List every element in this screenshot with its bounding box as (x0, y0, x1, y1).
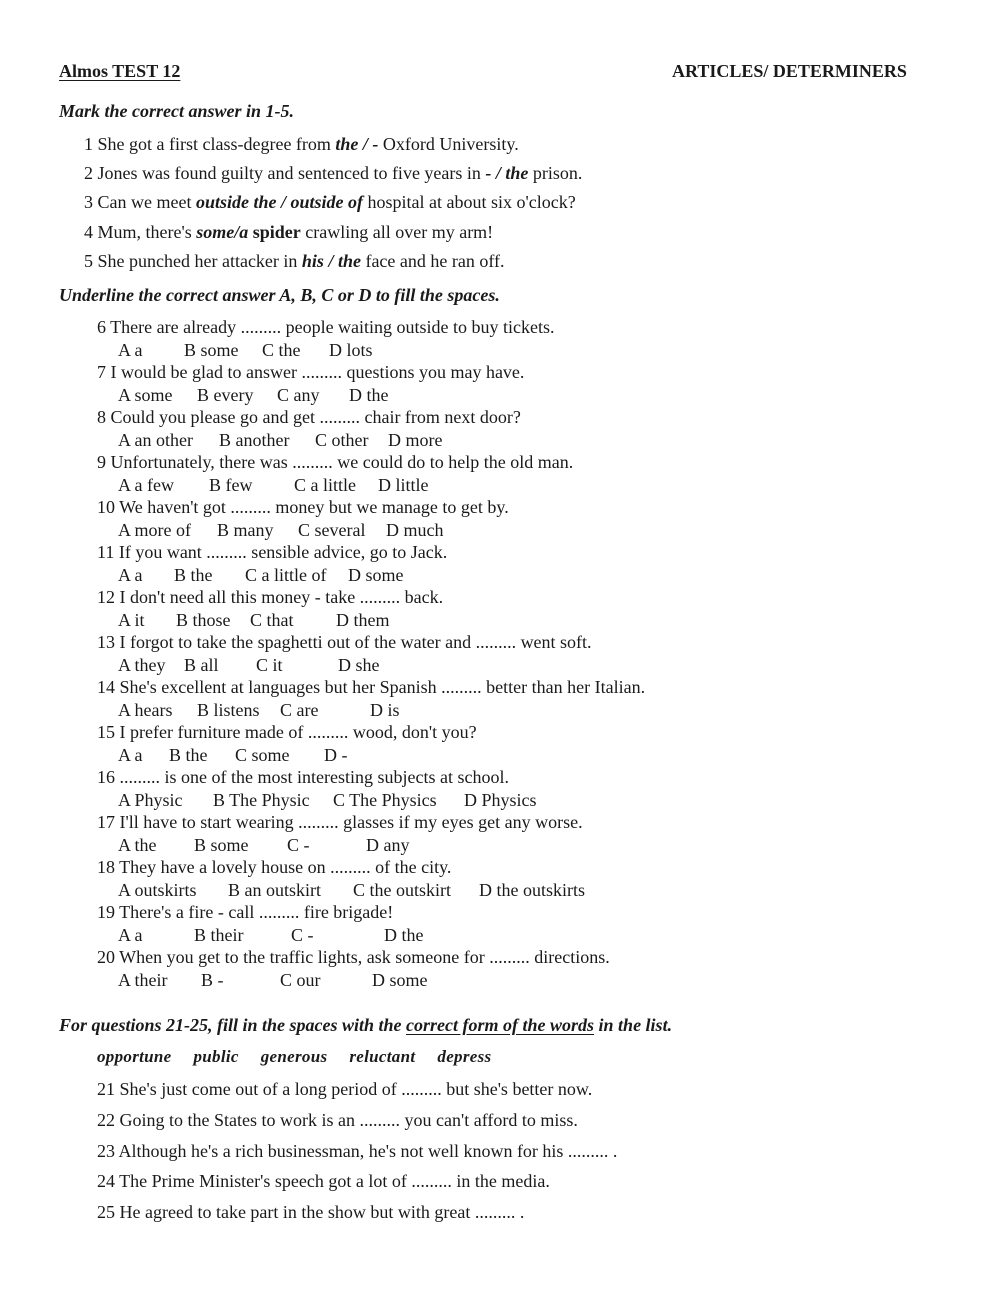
test-title: Almos TEST 12 (59, 61, 181, 81)
section1-instruction: Mark the correct answer in 1-5. (59, 101, 295, 121)
option-a[interactable]: A more of (118, 520, 191, 540)
option-d[interactable]: D much (386, 520, 444, 540)
option-c[interactable]: C - (287, 835, 310, 855)
option-b[interactable]: B some (184, 340, 239, 360)
item-text: 4 Mum, there's (84, 222, 197, 242)
option-a[interactable]: A a (118, 340, 143, 360)
question-6: 6 There are already ......... people waiting outside to buy tickets. (97, 317, 555, 337)
item-4 (84, 222, 493, 243)
option-c[interactable]: C the (262, 340, 301, 360)
option-a[interactable]: A it (118, 610, 145, 630)
option-a[interactable]: A an other (118, 430, 193, 450)
item-choice[interactable]: his / the (301, 251, 361, 271)
question-11: 11 If you want ......... sensible advice, go to Jack. (97, 542, 448, 562)
option-c[interactable]: C any (277, 385, 320, 405)
option-c[interactable]: C it (256, 655, 283, 675)
item-text: face and he ran off. (360, 251, 505, 271)
option-d[interactable]: D lots (329, 340, 373, 360)
option-a[interactable]: A Physic (118, 790, 183, 810)
option-b[interactable]: B every (197, 385, 254, 405)
word-list (97, 1047, 513, 1067)
question-7: 7 I would be glad to answer ......... questions you may have. (97, 362, 525, 382)
question-8: 8 Could you please go and get ......... chair from next door? (97, 407, 521, 427)
instruction-text: For questions 21-25, fill in the spaces with the (59, 1015, 407, 1035)
option-a[interactable]: A their (118, 970, 168, 990)
item-2 (84, 163, 582, 184)
question-16: 16 ......... is one of the most interesting subjects at school. (97, 767, 509, 787)
question-22: 22 Going to the States to work is an ......... you can't afford to miss. (97, 1110, 578, 1130)
option-b[interactable]: B all (184, 655, 219, 675)
item-choice[interactable]: - / the (485, 163, 529, 183)
option-a[interactable]: A outskirts (118, 880, 197, 900)
item-text: hospital at about six o'clock? (362, 192, 576, 212)
option-b[interactable]: B the (174, 565, 213, 585)
word: opportune (97, 1047, 172, 1066)
question-21: 21 She's just come out of a long period of ......... but she's better now. (97, 1079, 593, 1099)
option-b[interactable]: B few (209, 475, 253, 495)
option-d[interactable]: D is (370, 700, 400, 720)
question-19: 19 There's a fire - call ......... fire brigade! (97, 902, 394, 922)
question-12: 12 I don't need all this money - take ......... back. (97, 587, 444, 607)
option-b[interactable]: B their (194, 925, 244, 945)
option-d[interactable]: D little (378, 475, 429, 495)
item-text: 2 Jones was found guilty and sentenced to five years in (84, 163, 486, 183)
option-c[interactable]: C our (280, 970, 321, 990)
question-17: 17 I'll have to start wearing ......... glasses if my eyes get any worse. (97, 812, 583, 832)
word: depress (437, 1047, 492, 1066)
option-d[interactable]: D the (349, 385, 389, 405)
item-text: prison. (528, 163, 583, 183)
item-bold-word: spider (248, 222, 301, 242)
option-c[interactable]: C some (235, 745, 290, 765)
option-c[interactable]: C several (298, 520, 366, 540)
item-choice[interactable]: the / - (335, 134, 379, 154)
option-b[interactable]: B many (217, 520, 274, 540)
option-a[interactable]: A a few (118, 475, 174, 495)
item-text: 5 She punched her attacker in (84, 251, 302, 271)
question-14: 14 She's excellent at languages but her Spanish ......... better than her Italian. (97, 677, 646, 697)
question-23: 23 Although he's a rich businessman, he's not well known for his ......... . (97, 1141, 618, 1161)
option-d[interactable]: D she (338, 655, 380, 675)
option-b[interactable]: B those (176, 610, 231, 630)
question-18: 18 They have a lovely house on ......... of the city. (97, 857, 452, 877)
option-c[interactable]: C the outskirt (353, 880, 451, 900)
topic-title: ARTICLES/ DETERMINERS (672, 61, 907, 81)
option-d[interactable]: D them (336, 610, 390, 630)
option-b[interactable]: B listens (197, 700, 260, 720)
option-d[interactable]: D any (366, 835, 410, 855)
option-c[interactable]: C that (250, 610, 294, 630)
option-a[interactable]: A they (118, 655, 166, 675)
option-b[interactable]: B some (194, 835, 249, 855)
question-24: 24 The Prime Minister's speech got a lot of ......... in the media. (97, 1171, 550, 1191)
option-c[interactable]: C a little of (245, 565, 327, 585)
word: reluctant (349, 1047, 416, 1066)
item-choice[interactable]: outside the / outside of (195, 192, 363, 212)
option-c[interactable]: C are (280, 700, 319, 720)
option-c[interactable]: C a little (294, 475, 356, 495)
option-a[interactable]: A a (118, 565, 143, 585)
option-a[interactable]: A a (118, 745, 143, 765)
option-b[interactable]: B - (201, 970, 224, 990)
item-choice[interactable]: some/a (196, 222, 249, 242)
option-d[interactable]: D - (324, 745, 348, 765)
section2-instruction: Underline the correct answer A, B, C or D to fill the spaces. (59, 285, 500, 305)
option-a[interactable]: A the (118, 835, 157, 855)
question-10: 10 We haven't got ......... money but we manage to get by. (97, 497, 509, 517)
option-b[interactable]: B an outskirt (228, 880, 321, 900)
item-text: Oxford University. (378, 134, 519, 154)
question-13: 13 I forgot to take the spaghetti out of the water and ......... went soft. (97, 632, 592, 652)
instruction-text: in the list. (594, 1015, 673, 1035)
option-c[interactable]: C - (291, 925, 314, 945)
option-d[interactable]: D some (372, 970, 428, 990)
option-a[interactable]: A hears (118, 700, 173, 720)
instruction-underlined: correct form of the words (406, 1015, 595, 1035)
option-d[interactable]: D the outskirts (479, 880, 585, 900)
word: generous (260, 1047, 328, 1066)
item-5 (84, 251, 505, 272)
item-1 (84, 134, 519, 155)
option-a[interactable]: A some (118, 385, 173, 405)
item-text: 3 Can we meet (84, 192, 196, 212)
question-20: 20 When you get to the traffic lights, ask someone for ......... directions. (97, 947, 610, 967)
option-d[interactable]: D some (348, 565, 404, 585)
question-9: 9 Unfortunately, there was ......... we could do to help the old man. (97, 452, 574, 472)
option-b[interactable]: B the (169, 745, 208, 765)
option-b[interactable]: B another (219, 430, 290, 450)
section3-instruction (59, 1015, 672, 1036)
option-d[interactable]: D more (388, 430, 443, 450)
word: public (193, 1047, 239, 1066)
item-text: 1 She got a first class-degree from (84, 134, 336, 154)
question-25: 25 He agreed to take part in the show but with great ......... . (97, 1202, 525, 1222)
option-c[interactable]: C other (315, 430, 369, 450)
question-15: 15 I prefer furniture made of ......... wood, don't you? (97, 722, 477, 742)
option-d[interactable]: D Physics (464, 790, 537, 810)
option-a[interactable]: A a (118, 925, 143, 945)
option-c[interactable]: C The Physics (333, 790, 437, 810)
item-text: crawling all over my arm! (300, 222, 494, 242)
option-b[interactable]: B The Physic (213, 790, 310, 810)
option-d[interactable]: D the (384, 925, 424, 945)
item-3 (84, 192, 576, 213)
